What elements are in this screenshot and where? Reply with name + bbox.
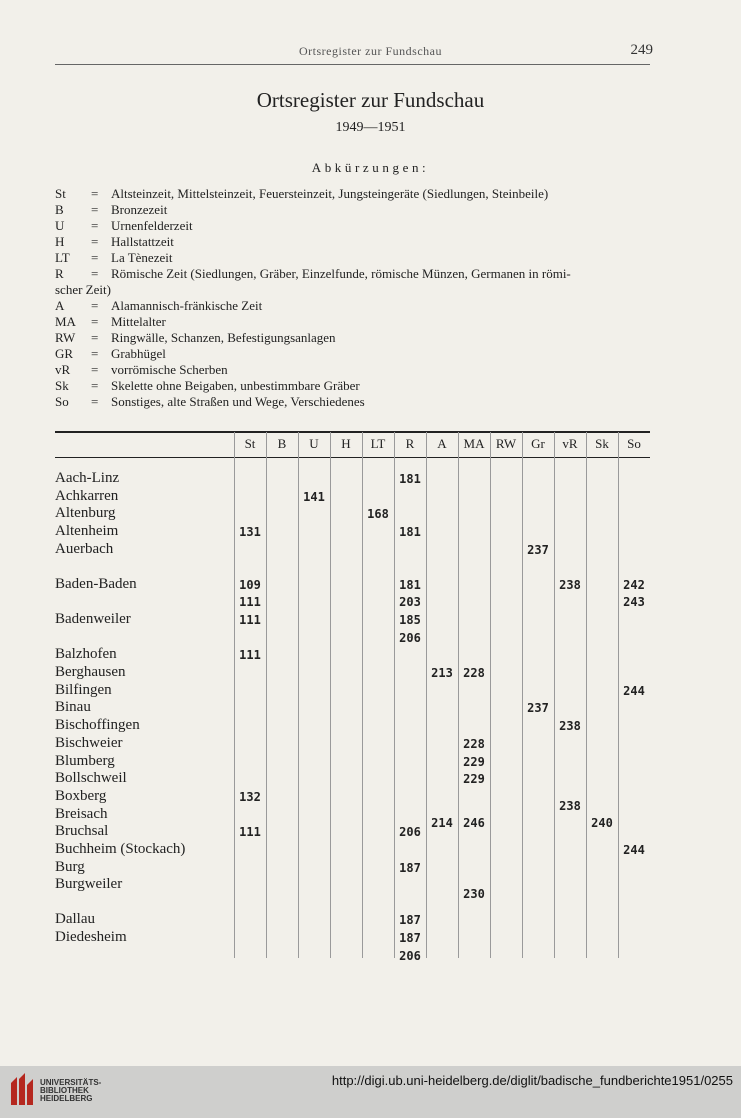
legend-equals: =	[91, 378, 99, 393]
legend-equals: =	[91, 186, 99, 201]
place-name: Buchheim (Stockach)	[55, 841, 186, 857]
page-reference: 238	[559, 719, 581, 734]
column-divider	[394, 432, 395, 958]
place-name: Boxberg	[55, 787, 107, 804]
legend-equals: =	[91, 314, 99, 329]
page-reference: 203	[399, 595, 421, 610]
place-name: Berghausen	[55, 664, 126, 680]
legend-abbr: LT	[55, 250, 70, 265]
page-reference: 132	[239, 789, 261, 804]
page-reference: 229	[463, 772, 485, 787]
legend-abbr: B	[55, 202, 64, 217]
place-name: Dallau	[55, 911, 95, 928]
page-reference: 187	[399, 930, 421, 945]
legend-equals: =	[91, 362, 99, 377]
column-divider	[490, 432, 491, 958]
page-reference: 206	[399, 825, 421, 840]
column-header-gr: Gr	[531, 436, 545, 451]
column-divider	[554, 432, 555, 958]
legend-description: Ringwälle, Schanzen, Befestigungsanlagen	[111, 330, 336, 345]
column-header-lt: LT	[370, 436, 386, 451]
page-reference: 187	[399, 913, 421, 928]
legend-row	[55, 314, 655, 330]
page-reference: 229	[463, 754, 485, 769]
legend-description: Grabhügel	[111, 346, 166, 361]
legend-equals: =	[91, 346, 99, 361]
page-reference: 181	[399, 472, 421, 486]
page-reference: 238	[559, 798, 581, 813]
page-reference: 185	[399, 612, 421, 627]
legend-row	[55, 250, 655, 266]
place-name: Bruchsal	[55, 823, 109, 840]
column-header-a: A	[437, 436, 447, 451]
column-divider	[426, 432, 427, 958]
legend-row	[55, 218, 655, 234]
page-reference: 228	[463, 736, 485, 751]
page-reference: 131	[239, 525, 261, 540]
page-reference: 230	[463, 887, 485, 902]
page-reference: 111	[239, 612, 261, 627]
legend-row	[55, 234, 655, 250]
legend-description: Sonstiges, alte Straßen und Wege, Verschiedenes	[111, 394, 365, 409]
abbreviation-legend	[55, 186, 655, 410]
legend-abbr: MA	[55, 314, 76, 329]
page-number: 249	[630, 42, 653, 58]
page-reference: 244	[623, 683, 645, 698]
place-name: Burg	[55, 858, 85, 875]
legend-row	[55, 378, 655, 394]
legend-row	[55, 394, 655, 410]
place-name: Baden-Baden	[55, 575, 137, 592]
place-name: Auerbach	[55, 540, 114, 557]
table-top-rule	[55, 431, 650, 433]
page-reference: 246	[463, 816, 485, 831]
legend-abbr: St	[55, 186, 66, 201]
column-divider	[458, 432, 459, 958]
page-reference: 238	[559, 577, 581, 592]
library-logo-icon	[8, 1071, 36, 1107]
column-header-h: H	[341, 436, 351, 451]
column-header-b: B	[277, 436, 287, 451]
column-header-sk: Sk	[595, 436, 609, 451]
page-reference: 111	[239, 825, 261, 840]
page-reference: 240	[591, 816, 613, 831]
legend-equals: =	[91, 202, 99, 217]
page-reference: 228	[463, 666, 485, 680]
legend-equals: =	[91, 298, 99, 313]
legend-abbr: So	[55, 394, 69, 409]
place-name: Altenburg	[55, 505, 116, 522]
legend-description: Urnenfelderzeit	[111, 218, 193, 233]
legend-abbr: U	[55, 218, 65, 233]
library-footer	[0, 1066, 741, 1118]
page-reference: 214	[431, 816, 453, 831]
legend-equals: =	[91, 394, 99, 409]
legend-description: La Tènezeit	[111, 250, 173, 265]
legend-abbr: R	[55, 266, 64, 281]
place-name: Burgweiler	[55, 876, 123, 893]
legend-row	[55, 186, 655, 202]
legend-row	[55, 266, 655, 282]
page-reference: 181	[399, 577, 421, 592]
legend-description: vorrömische Scherben	[111, 362, 228, 377]
abbreviations-heading: Abkürzungen:	[311, 160, 430, 175]
column-divider	[586, 432, 587, 958]
legend-equals: =	[91, 218, 99, 233]
source-url[interactable]: http://digi.ub.uni-heidelberg.de/diglit/badische_fundberichte1951/0255	[331, 1073, 733, 1088]
year-range: 1949—1951	[335, 120, 406, 135]
running-title: Ortsregister zur Fundschau	[299, 44, 442, 58]
legend-abbr: H	[55, 234, 65, 249]
page-reference: 213	[431, 666, 453, 680]
legend-abbr: A	[55, 298, 65, 313]
legend-row	[55, 330, 655, 346]
column-divider	[266, 432, 267, 958]
place-name: Breisach	[55, 805, 108, 822]
legend-equals: =	[91, 234, 99, 249]
place-name: Bilfingen	[55, 681, 112, 698]
page-reference: 242	[623, 577, 645, 592]
legend-abbr: GR	[55, 346, 74, 361]
header-rule	[55, 64, 650, 65]
column-header-r: R	[405, 436, 415, 451]
legend-row	[55, 298, 655, 314]
place-name: Aach-Linz	[55, 470, 120, 486]
page-reference: 243	[623, 595, 645, 610]
column-divider	[522, 432, 523, 958]
page-reference: 141	[303, 489, 325, 504]
page-reference: 237	[527, 542, 549, 557]
legend-description: Skelette ohne Beigaben, unbestimmbare Gräber	[111, 378, 360, 393]
column-header-vr: vR	[562, 436, 578, 451]
legend-description: Hallstattzeit	[111, 234, 174, 249]
place-name: Binau	[55, 699, 91, 716]
place-name: Bischoffingen	[55, 717, 140, 734]
legend-equals: =	[91, 250, 99, 265]
column-divider	[234, 432, 235, 958]
column-header-ma: MA	[463, 436, 485, 451]
page-reference: 237	[527, 701, 549, 716]
place-name: Bollschweil	[55, 770, 127, 787]
legend-row	[55, 202, 655, 218]
column-header-u: U	[309, 436, 319, 451]
legend-description: Römische Zeit (Siedlungen, Gräber, Einzelfunde, römische Münzen, Germanen in römi-	[111, 266, 571, 281]
page-reference: 111	[239, 648, 261, 663]
table-header-rule	[55, 457, 650, 458]
page-reference: 181	[399, 525, 421, 540]
legend-continuation: scher Zeit)	[55, 282, 111, 297]
legend-row	[55, 362, 655, 378]
page-reference: 206	[399, 630, 421, 645]
page-reference: 109	[239, 577, 261, 592]
place-name: Bischweier	[55, 734, 123, 751]
column-divider	[298, 432, 299, 958]
place-name: Balzhofen	[55, 646, 117, 663]
place-name: Diedesheim	[55, 928, 127, 945]
legend-row	[55, 346, 655, 362]
legend-description: Altsteinzeit, Mittelsteinzeit, Feuersteinzeit, Jungsteingeräte (Siedlungen, Steinbeile)	[111, 186, 549, 201]
place-name: Achkarren	[55, 487, 119, 504]
legend-equals: =	[91, 266, 99, 281]
legend-equals: =	[91, 330, 99, 345]
column-header-rw: RW	[495, 436, 517, 451]
page-reference: 111	[239, 595, 261, 610]
legend-description: Mittelalter	[111, 314, 166, 329]
page-reference: 206	[399, 948, 421, 963]
library-name: UNIVERSITÄTS- BIBLIOTHEK HEIDELBERG	[40, 1078, 102, 1103]
legend-abbr: Sk	[55, 378, 69, 393]
column-header-so: So	[627, 436, 641, 451]
legend-abbr: RW	[55, 330, 76, 345]
page-reference: 187	[399, 860, 421, 875]
place-name: Badenweiler	[55, 610, 131, 627]
page-reference: 244	[623, 843, 645, 857]
legend-description: Alamannisch-fränkische Zeit	[111, 298, 263, 313]
page-title: Ortsregister zur Fundschau	[256, 88, 485, 112]
legend-abbr: vR	[55, 362, 71, 377]
legend-description: Bronzezeit	[111, 202, 168, 217]
place-name: Altenheim	[55, 523, 119, 540]
page-reference: 168	[367, 507, 389, 522]
column-divider	[330, 432, 331, 958]
place-name: Blumberg	[55, 752, 115, 769]
column-header-st: St	[244, 436, 256, 451]
